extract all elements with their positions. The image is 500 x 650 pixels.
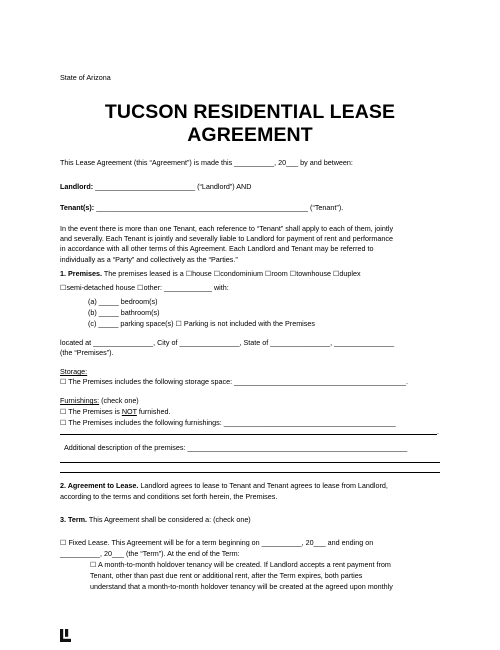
fixed-lease-line-2: __________, 20___ (the “Term”). At the end of the Term: bbox=[60, 549, 240, 558]
holdover-line-1: ☐ A month-to-month holdover tenancy will be created. If Landlord accepts a rent payment from bbox=[90, 560, 391, 569]
premises-heading: 1. Premises. bbox=[60, 269, 102, 278]
premises-item-parking: (c) _____ parking space(s) ☐ Parking is not included with the Premises bbox=[88, 319, 315, 328]
tenant-line bbox=[60, 203, 343, 213]
not-furnished-option: ☐ The Premises is NOT furnished. bbox=[60, 407, 171, 416]
premises-type-options: The premises leased is a ☐house ☐condominium ☐room ☐townhouse ☐duplex bbox=[101, 269, 361, 278]
furnishings-heading-line bbox=[60, 396, 139, 406]
blank-line bbox=[60, 462, 440, 463]
premises-line-1 bbox=[60, 269, 361, 279]
agreement-line-1: 2. Agreement to Lease. Landlord agrees to lease to Tenant and Tenant agrees to lease from Landlord, bbox=[60, 481, 388, 490]
holdover-line-2: Tenant, other than past due rent or additional rent, after the Term expires, both parties bbox=[90, 571, 363, 580]
landlord-line bbox=[60, 182, 251, 192]
agreement-line-2: according to the terms and conditions set forth herein, the Premises. bbox=[60, 492, 278, 501]
term-line: 3. Term. This Agreement shall be considered a: (check one) bbox=[60, 515, 251, 524]
fixed-lease-line-1: ☐ Fixed Lease. This Agreement will be for a term beginning on __________, 20___ and ending on bbox=[60, 538, 374, 547]
period: . bbox=[437, 427, 439, 436]
multi-tenant-paragraph bbox=[60, 224, 450, 265]
title-line-2: AGREEMENT bbox=[187, 124, 313, 146]
landlord-field-text: _________________________ (“Landlord”) AND bbox=[93, 182, 252, 191]
premises-definition: (the “Premises”). bbox=[60, 348, 114, 357]
location-line: located at _______________, City of _______________, State of _______________, _______________ bbox=[60, 338, 395, 347]
paragraph-line: in accordance with all other terms of this Agreement. Each Landlord and Tenant may be referred to bbox=[60, 244, 374, 254]
premises-line-2: ☐semi-detached house ☐other: ____________ with: bbox=[60, 283, 229, 292]
agreement-heading: 2. Agreement to Lease. bbox=[60, 481, 139, 490]
storage-option: ☐ The Premises includes the following storage space: ___________________________________________. bbox=[60, 377, 408, 386]
intro-text: This Lease Agreement (this “Agreement”) is made this __________, 20___ by and between: bbox=[60, 158, 353, 167]
paragraph-line: and severally. Each Tenant is jointly and severally liable to Landlord for payment of rent and performance bbox=[60, 234, 393, 244]
paragraph-line: individually as a “Party” and collectively as the “Parties.” bbox=[60, 254, 238, 264]
landlord-label: Landlord: bbox=[60, 182, 94, 191]
tenant-field-text: _____________________________________________________ (“Tenant”). bbox=[94, 203, 344, 212]
premises-item-bedrooms: (a) _____ bedroom(s) bbox=[88, 297, 158, 306]
blank-line bbox=[60, 472, 440, 473]
paragraph-line: In the event there is more than one Tenant, each reference to “Tenant” shall apply to each of them, jointly bbox=[60, 224, 394, 233]
furnishings-option: ☐ The Premises includes the following furnishings: ___________________________________________ bbox=[60, 418, 396, 427]
additional-description: Additional description of the premises: _______________________________________________________ bbox=[64, 443, 408, 452]
storage-heading: Storage: bbox=[60, 367, 88, 376]
blank-line bbox=[60, 434, 437, 435]
furnishings-note: (check one) bbox=[99, 396, 139, 405]
furnishings-heading: Furnishings: bbox=[60, 396, 100, 405]
state-label: State of Arizona bbox=[60, 73, 111, 82]
title-line-1: TUCSON RESIDENTIAL LEASE bbox=[104, 101, 396, 123]
brand-logo-icon bbox=[60, 629, 71, 642]
tenant-label: Tenant(s): bbox=[60, 203, 95, 212]
premises-item-bathrooms: (b) _____ bathroom(s) bbox=[88, 308, 160, 317]
term-heading: 3. Term. bbox=[60, 515, 88, 524]
holdover-line-3: understand that a month-to-month holdover tenancy will be created at the agreed upon monthly bbox=[90, 582, 393, 591]
